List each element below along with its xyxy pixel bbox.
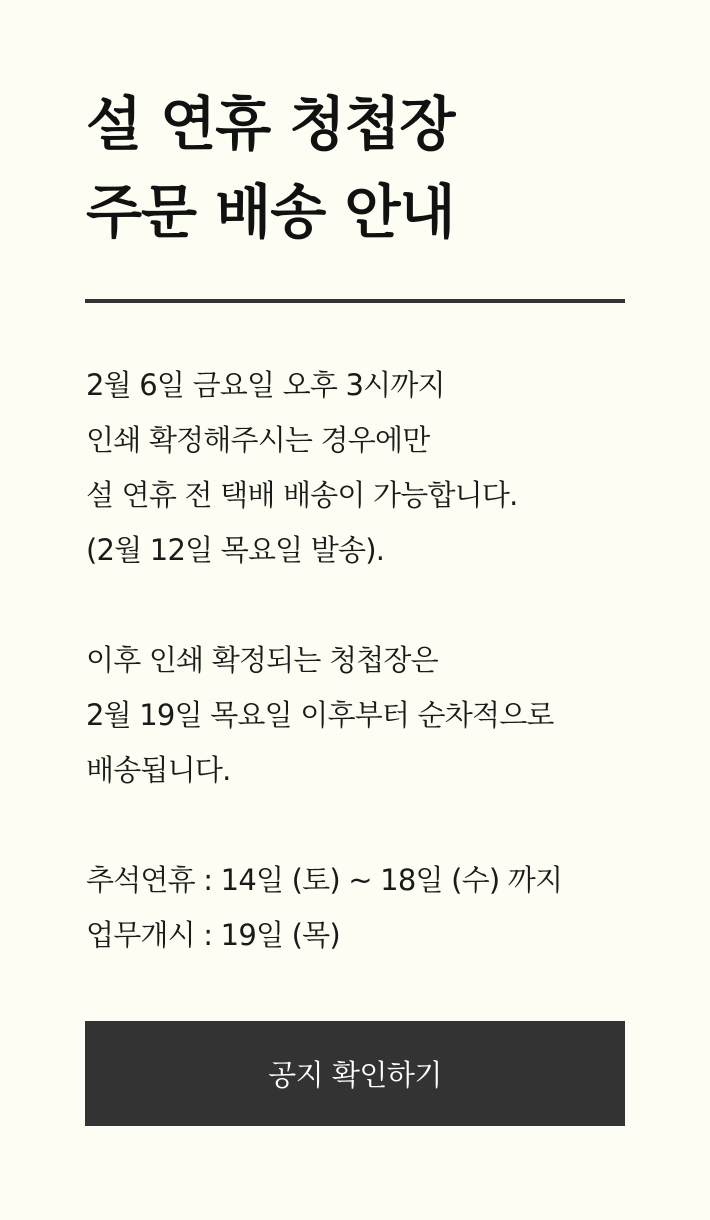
notice-text-line: 설 연휴 전 택배 배송이 가능합니다. [86,478,518,512]
notice-text-line: (2월 12일 목요일 발송). [86,533,385,567]
notice-text-line: 2월 19일 목요일 이후부터 순차적으로 [86,698,554,732]
notice-text-line: 배송됩니다. [86,753,231,787]
notice-text-line: 이후 인쇄 확정되는 청첩장은 [86,643,438,677]
paragraph-spacer [86,578,646,633]
notice-title-line: 주문 배송 안내 [86,178,455,246]
notice-title-line: 설 연휴 청첩장 [86,90,455,158]
notice-text-line: 인쇄 확정해주시는 경우에만 [86,423,430,457]
title-divider [85,299,625,303]
notice-body [86,358,646,963]
notice-title [86,80,646,256]
paragraph-spacer [86,798,646,853]
schedule-line: 업무개시 : 19일 (목) [86,918,340,952]
notice-text-line: 2월 6일 금요일 오후 3시까지 [86,368,445,402]
schedule-line: 추석연휴 : 14일 (토) ~ 18일 (수) 까지 [86,863,563,897]
confirm-notice-button[interactable]: 공지 확인하기 [85,1021,625,1126]
